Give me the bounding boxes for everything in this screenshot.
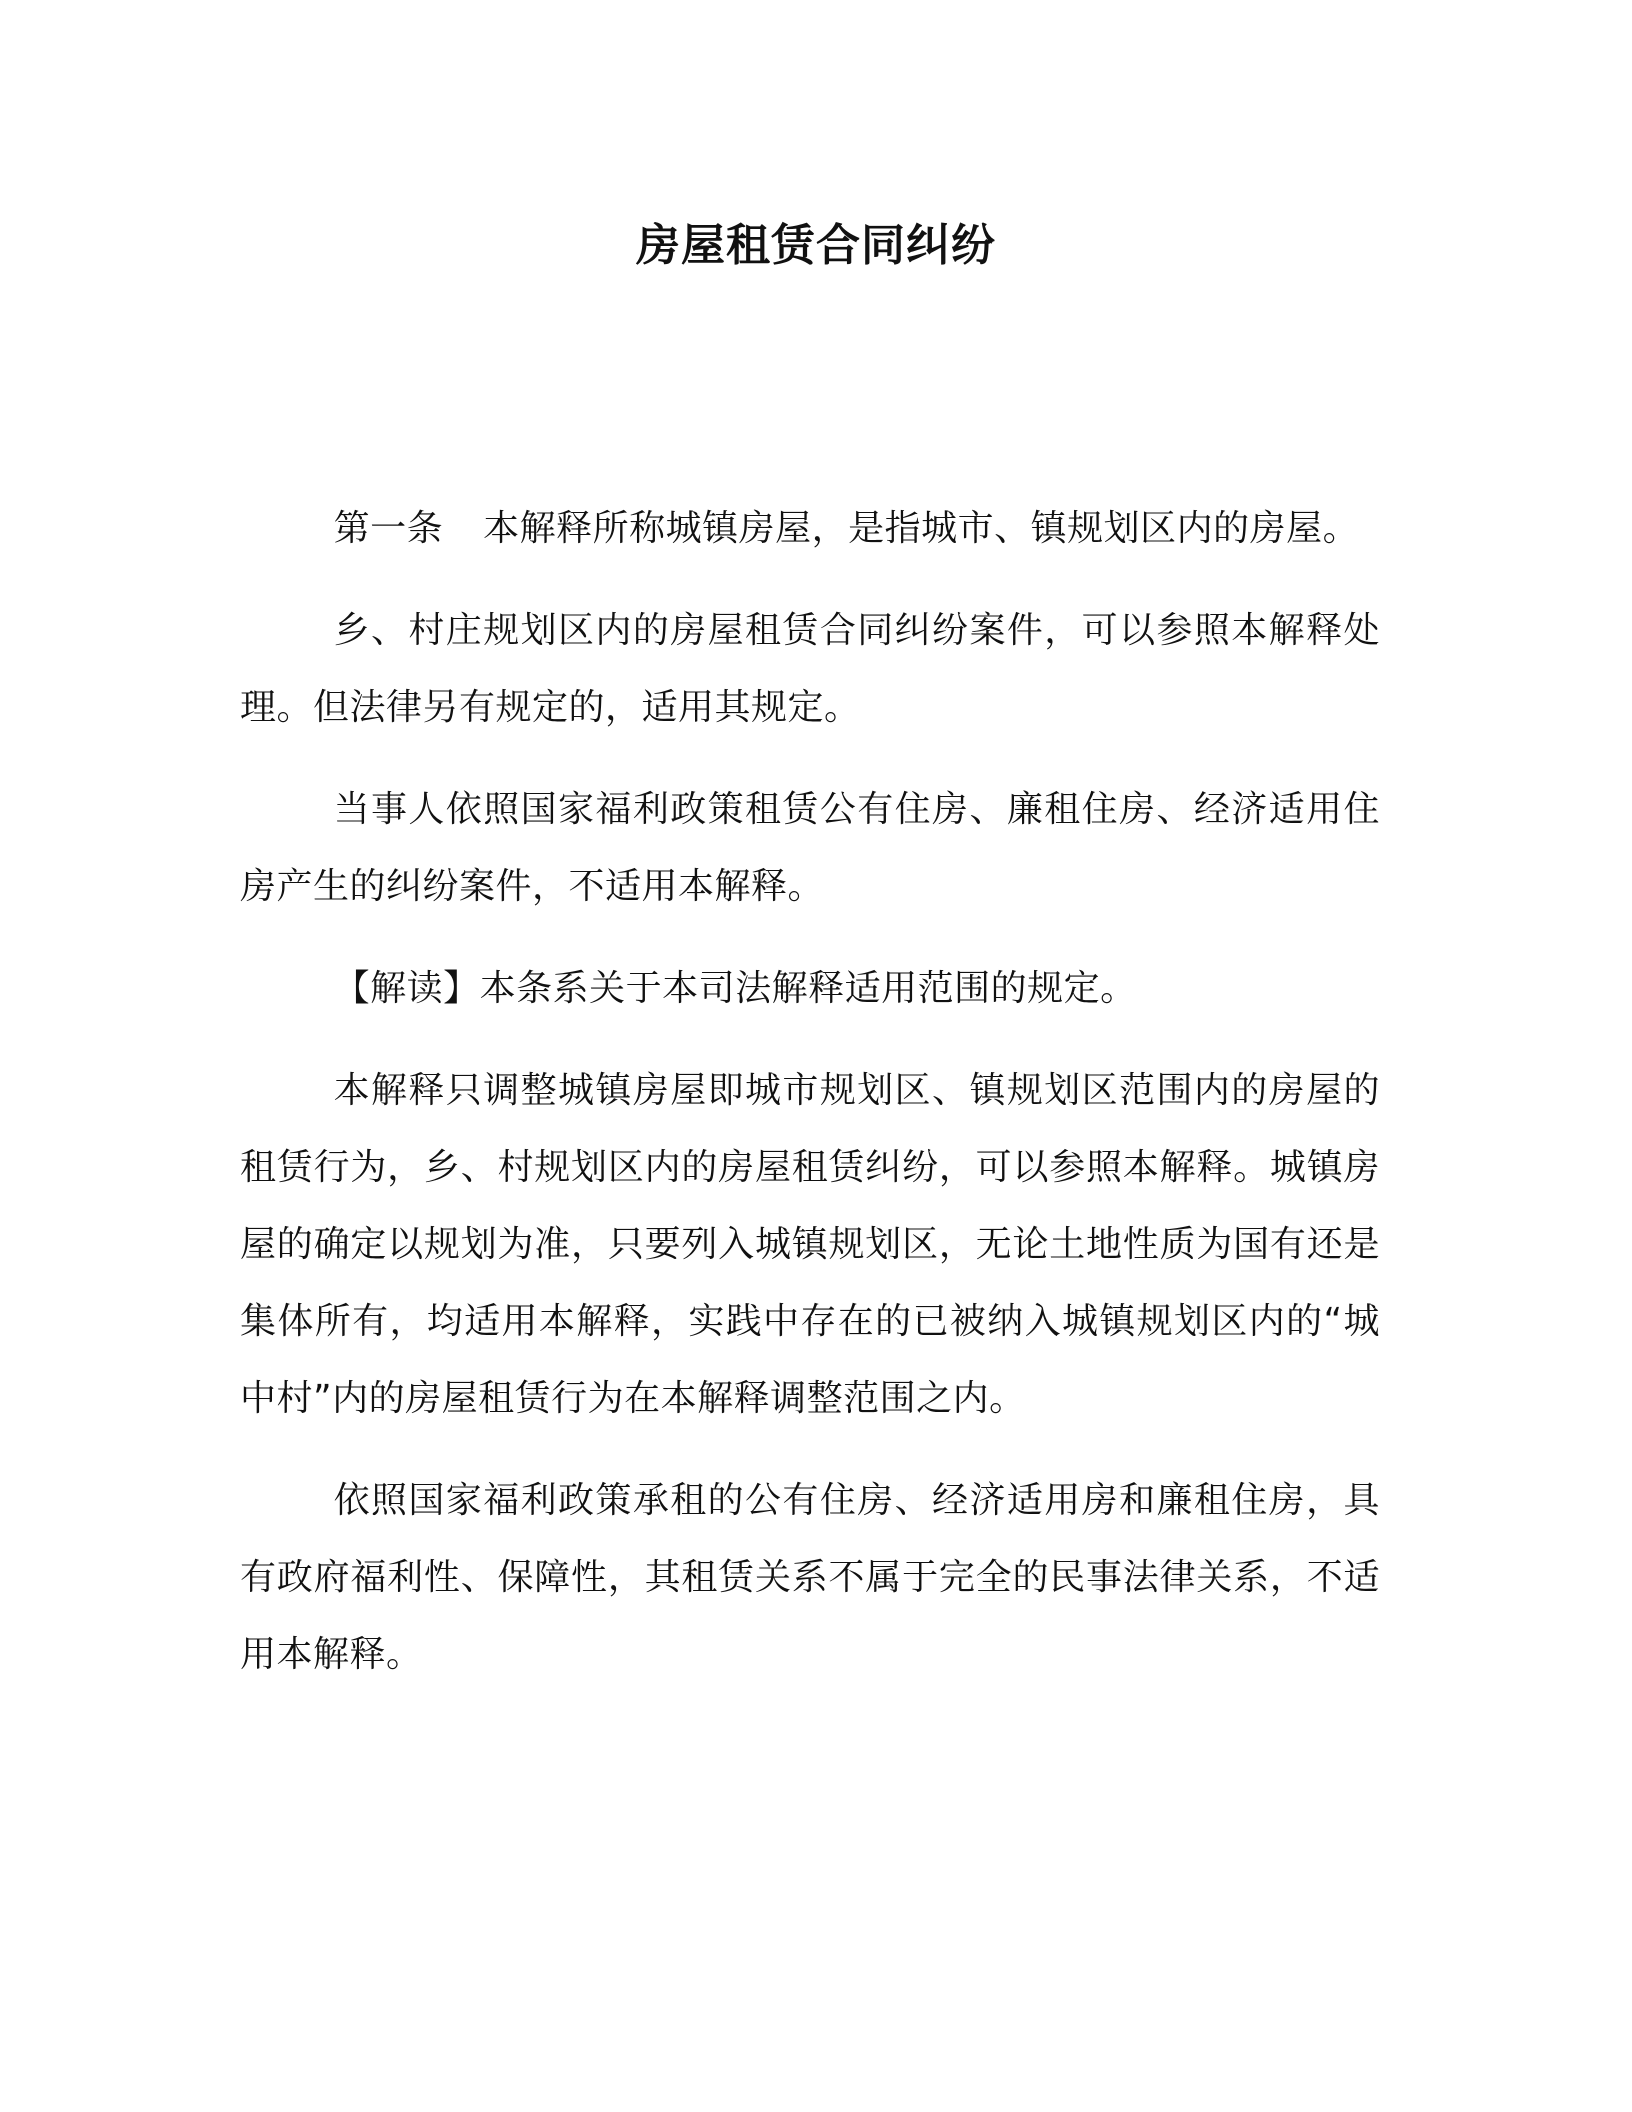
body-paragraph: 依照国家福利政策承租的公有住房、经济适用房和廉租住房，具有政府福利性、保障性，其租赁关系不属于完全的民事法律关系，不适用本解释。 [240,1480,1380,1675]
body-paragraph: 当事人依照国家福利政策租赁公有住房、廉租住房、经济适用住房产生的纠纷案件，不适用本解释。 [240,789,1380,907]
document-body [240,490,1380,1718]
article-text: 本解释所称城镇房屋，是指城市、镇规划区内的房屋。 [483,508,1360,549]
body-paragraph: 本解释只调整城镇房屋即城市规划区、镇规划区范围内的房屋的租赁行为，乡、村规划区内的房屋租赁纠纷，可以参照本解释。城镇房屋的确定以规划为准，只要列入城镇规划区，无论土地性质为国有还是集体所有，均适用本解释，实践中存在的已被纳入城镇规划区内的“城中村”内的房屋租赁行为在本解释调整范围之内。 [240,1070,1380,1419]
document-title: 房屋租赁合同纠纷 [636,220,996,271]
article-number: 第一条 [333,508,444,549]
interpretation-heading-paragraph: 【解读】本条系关于本司法解释适用范围的规定。 [333,968,1137,1009]
body-paragraph: 乡、村庄规划区内的房屋租赁合同纠纷案件，可以参照本解释处理。但法律另有规定的，适用其规定。 [240,610,1380,728]
article-paragraph [240,490,1380,567]
